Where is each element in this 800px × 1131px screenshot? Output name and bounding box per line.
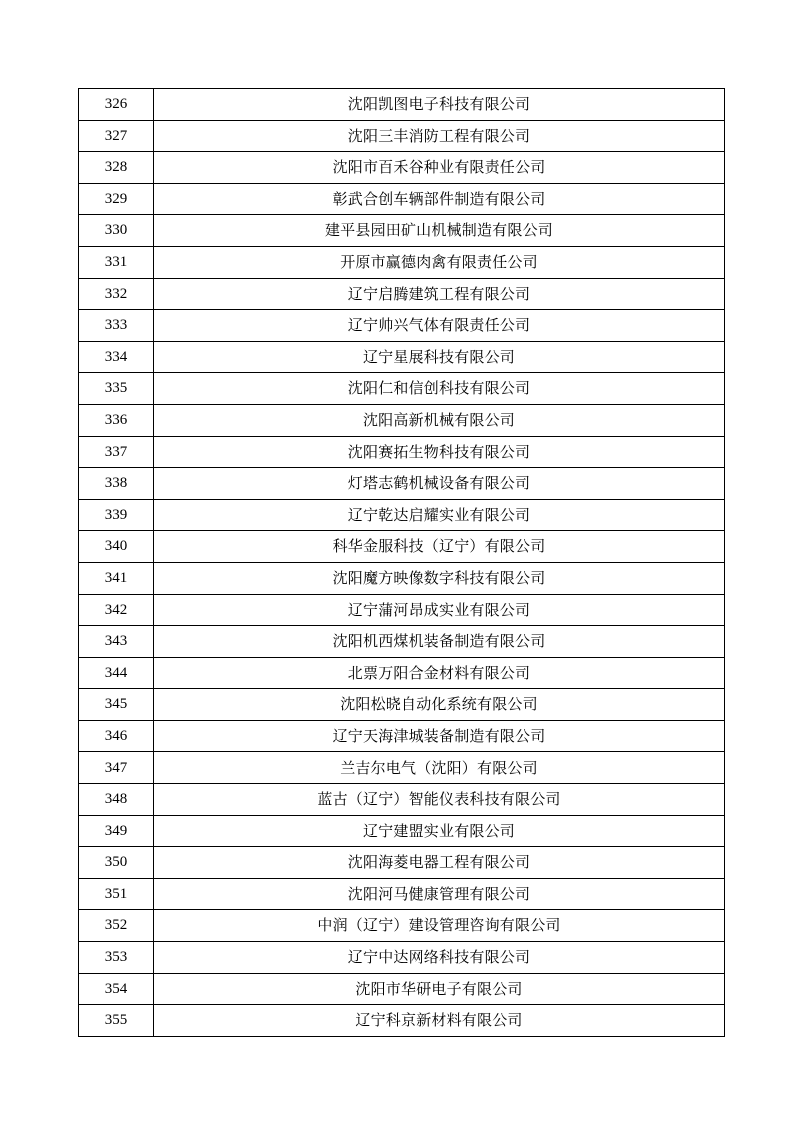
row-index: 342 <box>79 594 154 626</box>
table-row <box>79 720 725 752</box>
row-index: 337 <box>79 436 154 468</box>
table-row <box>79 942 725 974</box>
row-enterprise-name: 沈阳赛拓生物科技有限公司 <box>154 436 725 468</box>
row-enterprise-name: 沈阳魔方映像数字科技有限公司 <box>154 562 725 594</box>
table-row <box>79 152 725 184</box>
row-enterprise-name: 科华金服科技（辽宁）有限公司 <box>154 531 725 563</box>
row-enterprise-name: 中润（辽宁）建设管理咨询有限公司 <box>154 910 725 942</box>
row-index: 331 <box>79 246 154 278</box>
row-index: 326 <box>79 89 154 121</box>
table-row <box>79 1005 725 1037</box>
table-row <box>79 689 725 721</box>
table-row <box>79 594 725 626</box>
row-enterprise-name: 辽宁科京新材料有限公司 <box>154 1005 725 1037</box>
row-enterprise-name: 开原市赢德肉禽有限责任公司 <box>154 246 725 278</box>
table-row <box>79 310 725 342</box>
table-row <box>79 499 725 531</box>
table-row <box>79 183 725 215</box>
row-enterprise-name: 建平县园田矿山机械制造有限公司 <box>154 215 725 247</box>
row-index: 354 <box>79 973 154 1005</box>
table-row <box>79 562 725 594</box>
row-index: 329 <box>79 183 154 215</box>
table-row <box>79 468 725 500</box>
row-enterprise-name: 沈阳海菱电器工程有限公司 <box>154 847 725 879</box>
row-enterprise-name: 沈阳松晓自动化系统有限公司 <box>154 689 725 721</box>
enterprise-listing-table <box>78 88 725 1037</box>
row-enterprise-name: 沈阳仁和信创科技有限公司 <box>154 373 725 405</box>
table-row <box>79 878 725 910</box>
row-index: 345 <box>79 689 154 721</box>
table-row <box>79 847 725 879</box>
row-enterprise-name: 灯塔志鹤机械设备有限公司 <box>154 468 725 500</box>
row-index: 334 <box>79 341 154 373</box>
row-enterprise-name: 兰吉尔电气（沈阳）有限公司 <box>154 752 725 784</box>
row-enterprise-name: 北票万阳合金材料有限公司 <box>154 657 725 689</box>
row-enterprise-name: 沈阳凯图电子科技有限公司 <box>154 89 725 121</box>
row-index: 343 <box>79 626 154 658</box>
row-index: 347 <box>79 752 154 784</box>
row-index: 340 <box>79 531 154 563</box>
row-index: 344 <box>79 657 154 689</box>
table-row <box>79 626 725 658</box>
row-enterprise-name: 沈阳机西煤机装备制造有限公司 <box>154 626 725 658</box>
row-enterprise-name: 蓝古（辽宁）智能仪表科技有限公司 <box>154 784 725 816</box>
row-index: 341 <box>79 562 154 594</box>
table-row <box>79 373 725 405</box>
row-index: 350 <box>79 847 154 879</box>
row-index: 349 <box>79 815 154 847</box>
table-row <box>79 815 725 847</box>
row-enterprise-name: 辽宁帅兴气体有限责任公司 <box>154 310 725 342</box>
row-index: 339 <box>79 499 154 531</box>
row-index: 355 <box>79 1005 154 1037</box>
row-enterprise-name: 沈阳河马健康管理有限公司 <box>154 878 725 910</box>
row-enterprise-name: 彰武合创车辆部件制造有限公司 <box>154 183 725 215</box>
row-index: 351 <box>79 878 154 910</box>
row-enterprise-name: 辽宁天海津城装备制造有限公司 <box>154 720 725 752</box>
row-index: 328 <box>79 152 154 184</box>
table-row <box>79 89 725 121</box>
row-index: 336 <box>79 404 154 436</box>
table-row <box>79 120 725 152</box>
row-enterprise-name: 沈阳三丰消防工程有限公司 <box>154 120 725 152</box>
row-enterprise-name: 辽宁星展科技有限公司 <box>154 341 725 373</box>
table-row <box>79 404 725 436</box>
table-row <box>79 215 725 247</box>
table-row <box>79 341 725 373</box>
table-row <box>79 531 725 563</box>
row-enterprise-name: 辽宁启腾建筑工程有限公司 <box>154 278 725 310</box>
row-index: 333 <box>79 310 154 342</box>
row-enterprise-name: 沈阳市百禾谷种业有限责任公司 <box>154 152 725 184</box>
table-row <box>79 752 725 784</box>
row-index: 352 <box>79 910 154 942</box>
row-index: 327 <box>79 120 154 152</box>
table-row <box>79 784 725 816</box>
row-enterprise-name: 辽宁乾达启耀实业有限公司 <box>154 499 725 531</box>
row-index: 332 <box>79 278 154 310</box>
table-row <box>79 973 725 1005</box>
row-index: 338 <box>79 468 154 500</box>
table-row <box>79 278 725 310</box>
table-row <box>79 246 725 278</box>
table-row <box>79 910 725 942</box>
table-body <box>79 89 725 1037</box>
table-row <box>79 436 725 468</box>
row-index: 335 <box>79 373 154 405</box>
row-index: 330 <box>79 215 154 247</box>
row-enterprise-name: 辽宁建盟实业有限公司 <box>154 815 725 847</box>
row-enterprise-name: 辽宁蒲河昂成实业有限公司 <box>154 594 725 626</box>
table-row <box>79 657 725 689</box>
row-index: 346 <box>79 720 154 752</box>
row-enterprise-name: 辽宁中达网络科技有限公司 <box>154 942 725 974</box>
row-enterprise-name: 沈阳高新机械有限公司 <box>154 404 725 436</box>
row-index: 348 <box>79 784 154 816</box>
row-enterprise-name: 沈阳市华研电子有限公司 <box>154 973 725 1005</box>
row-index: 353 <box>79 942 154 974</box>
